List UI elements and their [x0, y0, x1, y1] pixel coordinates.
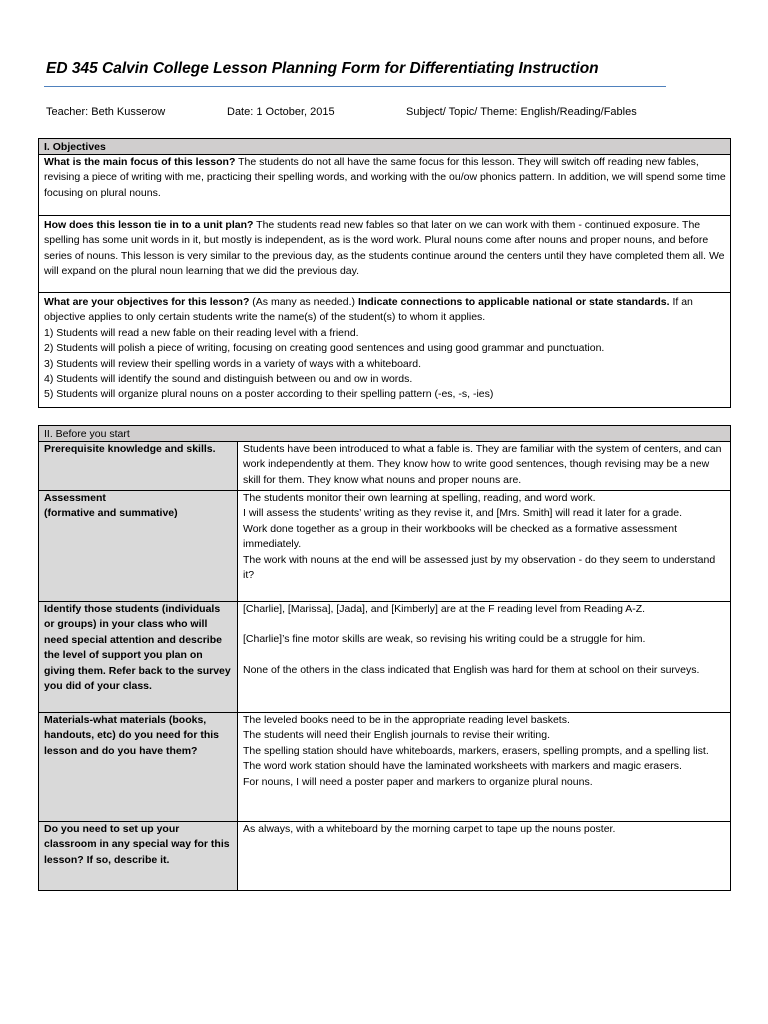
- special-attention-label: Identify those students (individuals or groups) in your class who will need special attention and describe the level of support you plan on giving them. Refer back to the survey you did of your class.: [39, 602, 238, 713]
- document-title: ED 345 Calvin College Lesson Planning Form for Differentiating Instruction: [46, 60, 599, 77]
- special-attention-line: [Charlie]’s fine motor skills are weak, so revising his writing could be a struggle for him.: [243, 633, 646, 646]
- date-field: Date: 1 October, 2015: [227, 106, 335, 118]
- objectives-question-note: (As many as needed.): [249, 296, 358, 308]
- teacher-field: Teacher: Beth Kusserow: [46, 106, 166, 118]
- setup-label: Do you need to set up your classroom in any special way for this lesson? If so, describe it.: [39, 822, 238, 891]
- prereq-label: Prerequisite knowledge and skills.: [39, 442, 238, 491]
- prereq-answer: Students have been introduced to what a fable is. They are familiar with the system of centers, and can work independently at them. They know how to write good sentences, though revising may be a new skill for them. They know what nouns and proper nouns are.: [238, 442, 731, 491]
- unit-plan-cell: [39, 216, 731, 293]
- special-attention-line: [Charlie], [Marissa], [Jada], and [Kimberly] are at the F reading level from Reading A-Z.: [243, 603, 646, 615]
- objective-item: 3) Students will review their spelling words in a variety of ways with a whiteboard.: [44, 357, 422, 370]
- objectives-cell: [39, 293, 731, 408]
- assessment-line: Work done together as a group in their workbooks will be checked as a formative assessment immediately.: [243, 522, 678, 551]
- assessment-line: I will assess the students’ writing as they revise it, and [Mrs. Smith] will read it later for a grade.: [243, 507, 683, 520]
- materials-answer: [238, 713, 731, 822]
- focus-answer: The students do not all have the same focus for this lesson. They will switch off reading new fables, revising a piece of writing with me, practicing their spelling words, and working with the ou/ow phonics pattern. In addition, we will spend some time focusing on plural nouns.: [44, 156, 726, 199]
- before-header: II. Before you start: [39, 426, 731, 442]
- before-you-start-table: [38, 425, 731, 891]
- unit-plan-answer: The students read new fables so that later on we can work with them - continued exposure. The spelling has some unit words in it, but mostly is independent, as is the word work. Plural nouns come after nouns and proper nouns, and before series of nouns. This lesson is very similar to the previous day, as the students continue around the centers until they have completed them all. We will expand on the plural noun learning that we did the previous day.: [44, 219, 725, 278]
- subject-field: Subject/ Topic/ Theme: English/Reading/Fables: [406, 106, 637, 118]
- materials-line: The students will need their English journals to revise their writing.: [243, 729, 550, 742]
- setup-answer: As always, with a whiteboard by the morning carpet to tape up the nouns poster.: [238, 822, 731, 891]
- assessment-answer: [238, 491, 731, 602]
- assessment-line: The work with nouns at the end will be assessed just by my observation - do they seem to understand it?: [243, 553, 716, 582]
- assessment-line: The students monitor their own learning at spelling, reading, and word work.: [243, 492, 596, 504]
- assessment-label: [39, 491, 238, 602]
- materials-label: Materials-what materials (books, handouts, etc) do you need for this lesson and do you have them?: [39, 713, 238, 822]
- materials-line: The spelling station should have whiteboards, markers, erasers, spelling prompts, and a spelling list.: [243, 744, 709, 757]
- objectives-header: I. Objectives: [39, 139, 731, 155]
- materials-line: For nouns, I will need a poster paper and markers to organize plural nouns.: [243, 775, 593, 788]
- special-attention-line: None of the others in the class indicated that English was hard for them at school on their surveys.: [243, 663, 700, 676]
- title-underline: [44, 86, 666, 87]
- special-attention-answer: [238, 602, 731, 713]
- focus-cell: [39, 155, 731, 216]
- objectives-table: [38, 138, 731, 408]
- objectives-standards-prompt: Indicate connections to applicable national or state standards.: [357, 296, 670, 308]
- materials-line: The word work station should have the laminated worksheets with markers and magic erasers.: [243, 760, 682, 773]
- unit-plan-question: How does this lesson tie in to a unit plan?: [44, 219, 254, 231]
- focus-question: What is the main focus of this lesson?: [44, 156, 236, 168]
- objective-item: 5) Students will organize plural nouns on a poster according to their spelling pattern (-es, -s, -ies): [44, 388, 494, 401]
- assessment-label-line: (formative and summative): [44, 507, 178, 520]
- objectives-question: What are your objectives for this lesson?: [44, 296, 250, 308]
- objective-item: 4) Students will identify the sound and distinguish between ou and ow in words.: [44, 373, 413, 386]
- objective-item: 2) Students will polish a piece of writing, focusing on creating good sentences and using good grammar and punctuation.: [44, 342, 605, 355]
- materials-line: The leveled books need to be in the appropriate reading level baskets.: [243, 714, 570, 726]
- assessment-label-line: Assessment: [44, 492, 106, 504]
- objective-item: 1) Students will read a new fable on their reading level with a friend.: [44, 326, 359, 339]
- objectives-question-tail: If an objective applies to only certain students write the name(s) of the student(s) to whom it applies.: [44, 296, 693, 324]
